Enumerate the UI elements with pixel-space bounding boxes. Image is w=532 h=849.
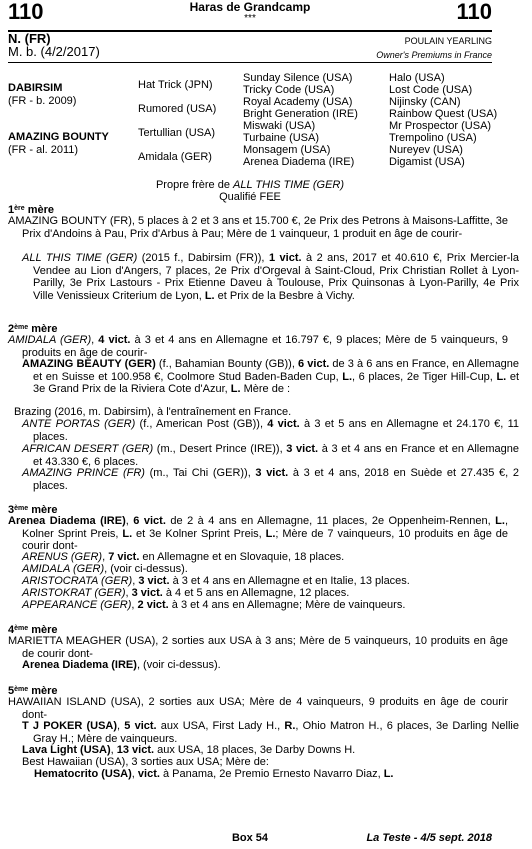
t: vict. xyxy=(137,768,160,780)
pedigree-gen2: Rumored (USA) xyxy=(138,103,217,115)
t: AMIDALA (GER) xyxy=(22,563,105,575)
t: , xyxy=(110,744,117,756)
t: 3 vict. xyxy=(131,587,163,599)
horse-sex-dob: M. b. (4/2/2017) xyxy=(8,44,100,59)
pedigree-gen2: Hat Trick (JPN) xyxy=(138,79,213,91)
t: aux USA, First Lady H., xyxy=(156,720,285,732)
t: 7 vict. xyxy=(108,551,140,563)
pedigree-gen4: Nijinsky (CAN) xyxy=(389,96,461,108)
section-num: 2 xyxy=(8,323,15,335)
t: 3 vict. xyxy=(286,443,319,455)
full-brother-line xyxy=(0,179,500,192)
full-brother-name: ALL THIS TIME (GER) xyxy=(233,179,345,191)
t: , xyxy=(131,768,138,780)
t: 4 vict. xyxy=(267,418,300,430)
t: de 3 à 6 ans en France, en Allemagne et en Suisse et 100.958 €, Coolmore Stud Baden-Baden Cup, xyxy=(33,358,519,383)
pedigree-gen4: Rainbow Quest (USA) xyxy=(389,108,498,120)
t: Mère de : xyxy=(240,383,291,395)
pedigree-top-rule xyxy=(8,62,492,63)
section-num: 5 xyxy=(8,685,15,697)
t: (2015 f., Dabirsim (FR)), xyxy=(137,252,269,264)
dam-info: (FR - al. 2011) xyxy=(8,144,79,156)
t: , 6 places, 2e Tiger Hill-Cup, xyxy=(352,370,497,383)
t: de 2 à 4 ans en Allemagne, 11 places, 2e Oppenheim-Rennen, xyxy=(165,515,496,527)
t: ; Mère de 7 vainqueurs, 10 produits en âge de courir dont- xyxy=(22,527,508,552)
horse-category: POULAIN YEARLING xyxy=(404,36,492,46)
t: , xyxy=(91,334,99,346)
t: à 2 ans, 2017 et 40.610 €, Prix Mercier-la Vendee au Lion d'Angers, 7 places, 2e Prix d'Orgeval à Saint-Cloud, Prix Christian Rollet à Lyon-Parilly, 3e Prix Lastours - Prix Etienne Daveu à Toulouse, Prix Quinsonas à Lyon-Parilly, 4e Prix Ville Venissieux Criterium de Lyon, xyxy=(33,252,519,302)
sale-info: La Teste - 4/5 sept. 2018 xyxy=(366,832,492,844)
pedigree-gen4: Mr Prospector (USA) xyxy=(389,120,492,132)
section-sup: ème xyxy=(14,625,29,632)
section-num: 4 xyxy=(8,624,15,636)
dam3-produce-1 xyxy=(8,551,519,564)
pedigree-gen4: Halo (USA) xyxy=(389,72,445,84)
box-number: Box 54 xyxy=(231,832,269,844)
t: à 3 et 4 ans, 2018 en Suède et 27.435 €, 2 places. xyxy=(33,467,519,492)
t: L. xyxy=(230,383,241,395)
dam3-produce-4 xyxy=(8,587,519,600)
pedigree-gen3: Monsagem (USA) xyxy=(243,144,331,156)
dam2-paragraph xyxy=(8,334,508,359)
dam5-grandproduce xyxy=(8,768,532,781)
t: et 3e Grand Prix de la Riviera Cote d'Azur, xyxy=(33,370,519,395)
header-rule xyxy=(8,30,492,32)
qualification: Qualifié FEE xyxy=(219,191,281,203)
owner-premium: Owner's Premiums in France xyxy=(376,50,492,60)
t: à 3 et 4 ans en Allemagne; Mère de vainqueurs. xyxy=(168,599,406,611)
t: Hematocrito (USA) xyxy=(34,768,132,780)
section-word: mère xyxy=(28,685,58,697)
t: T J POKER (USA) xyxy=(22,720,118,732)
dam1-produce xyxy=(8,252,519,302)
sire-info: (FR - b. 2009) xyxy=(8,95,77,107)
t: , xyxy=(102,551,109,563)
stud-name: Haras de Grandcamp xyxy=(189,0,311,14)
section-sup: ème xyxy=(14,686,29,693)
t: (m., Tai Chi (GER)), xyxy=(144,467,256,479)
pedigree-gen4: Digamist (USA) xyxy=(389,156,465,168)
t: ANTE PORTAS (GER) xyxy=(22,418,136,430)
dam5-produce-1 xyxy=(8,720,519,745)
pedigree-gen4: Lost Code (USA) xyxy=(389,84,473,96)
t: (f., Bahamian Bounty (GB)), xyxy=(155,358,299,370)
t: ARISTOCRATA (GER) xyxy=(22,575,133,587)
t: 3 vict. xyxy=(255,467,289,479)
t: 6 vict. xyxy=(298,358,330,370)
section-num: 3 xyxy=(8,504,15,516)
t: 3 vict. xyxy=(138,575,170,587)
pedigree-gen3: Arenea Diadema (IRE) xyxy=(243,156,355,168)
section-word: mère xyxy=(28,504,58,516)
t: à 3 et 4 ans en Allemagne et 16.797 €, 9 places; Mère de 5 vainqueurs, 9 produits en âge de courir- xyxy=(22,334,509,359)
dam2-produce-1 xyxy=(8,358,519,396)
dam2-produce-3 xyxy=(8,443,519,468)
t: AMAZING BEAUTY (GER) xyxy=(22,358,156,370)
t: APPEARANCE (GER) xyxy=(22,599,132,611)
t: L. xyxy=(496,370,507,383)
t: AMIDALA (GER) xyxy=(8,334,92,346)
dam3-paragraph xyxy=(8,515,508,553)
t: , xyxy=(117,720,125,732)
t: à Panama, 2e Premio Ernesto Navarro Diaz, xyxy=(159,768,384,780)
t: L. xyxy=(122,527,133,540)
t: à 3 et 5 ans en Allemagne et 24.170 €, 11 places. xyxy=(33,418,519,443)
dam2-produce-2 xyxy=(8,418,519,443)
stars-rating: *** xyxy=(244,13,256,24)
t: 1 vict. xyxy=(268,252,302,264)
dam2-grandproduce: Brazing (2016, m. Dabirsim), à l'entraînement en France. xyxy=(14,406,292,418)
dam-name: AMAZING BOUNTY xyxy=(8,131,109,143)
t: 4 vict. xyxy=(98,334,131,346)
dam5-produce-3: Best Hawaiian (USA), 3 sorties aux USA; Mère de: xyxy=(22,756,269,768)
t: ARISTOKRAT (GER) xyxy=(22,587,126,599)
dam4-produce-1 xyxy=(8,659,519,672)
dam1-paragraph: AMAZING BOUNTY (FR), 5 places à 2 et 3 ans et 15.700 €, 2e Prix des Petrons à Maisons-Laffitte, 3e Prix d'Andoins à Pau, Prix d'Arbus à Pau; Mère de 1 vainqueur, 1 produit en âge de courir- xyxy=(8,215,508,240)
pedigree-gen2: Tertullian (USA) xyxy=(138,127,216,139)
section-num: 1 xyxy=(8,204,15,216)
t: ALL THIS TIME (GER) xyxy=(22,252,138,264)
t: 13 vict. xyxy=(116,744,155,756)
dam5-produce-2 xyxy=(8,744,519,757)
t: , (voir ci-dessus). xyxy=(136,659,221,671)
t: , Ohio Matron H., 6 places, 3e Darling Nellie Gray H.; Mère de vainqueurs. xyxy=(33,720,519,745)
lot-number-left: 110 xyxy=(8,0,44,24)
pedigree-gen3: Tricky Code (USA) xyxy=(243,84,335,96)
t: Arenea Diadema (IRE) xyxy=(8,515,126,527)
pedigree-gen3: Royal Academy (USA) xyxy=(243,96,353,108)
t: R. xyxy=(284,720,296,732)
dam3-produce-5 xyxy=(8,599,519,612)
t: (m., Desert Prince (IRE)), xyxy=(153,443,287,455)
dam5-paragraph: HAWAIIAN ISLAND (USA), 2 sorties aux USA; Mère de 4 vainqueurs, 9 produits en âge de courir dont- xyxy=(8,696,508,721)
pedigree-gen3: Turbaine (USA) xyxy=(243,132,320,144)
t: et 3e Kolner Sprint Preis, xyxy=(132,527,266,540)
section-word: mère xyxy=(28,323,58,335)
pedigree-gen4: Nureyev (USA) xyxy=(389,144,463,156)
t: aux USA, 18 places, 3e Darby Downs H. xyxy=(154,744,356,756)
t: , (voir ci-dessus). xyxy=(104,563,188,575)
t: , xyxy=(125,587,132,599)
t: AMAZING PRINCE (FR) xyxy=(22,467,145,479)
section-sup: ère xyxy=(14,205,25,212)
horse-name: N. (FR) xyxy=(8,31,51,46)
t: , Kolner Sprint Preis, xyxy=(22,515,508,540)
t: Arenea Diadema (IRE) xyxy=(22,659,137,671)
t: , xyxy=(131,599,138,611)
t: , xyxy=(125,515,134,527)
pedigree-gen3: Sunday Silence (USA) xyxy=(243,72,353,84)
t: (f., American Post (GB)), xyxy=(135,418,268,430)
dam2-produce-4 xyxy=(8,467,519,492)
section-word: mère xyxy=(28,624,58,636)
t: L. xyxy=(383,768,394,780)
t: , xyxy=(132,575,139,587)
dam3-produce-3 xyxy=(8,575,519,588)
t: L. xyxy=(265,527,276,540)
t: AFRICAN DESERT (GER) xyxy=(22,443,154,455)
t: L. xyxy=(204,289,215,302)
t: ARENUS (GER) xyxy=(22,551,103,563)
pedigree-gen4: Trempolino (USA) xyxy=(389,132,477,144)
dam3-produce-2 xyxy=(8,563,519,576)
pedigree-gen3: Bright Generation (IRE) xyxy=(243,108,358,120)
t: à 4 et 5 ans en Allemagne, 12 places. xyxy=(162,587,350,599)
section-sup: ème xyxy=(14,505,29,512)
lot-number-right: 110 xyxy=(456,0,492,24)
t: et Prix de la Besbre à Vichy. xyxy=(214,289,355,302)
t: à 3 et 4 ans en Allemagne et en Italie, 13 places. xyxy=(169,575,410,587)
pedigree-gen3: Miswaki (USA) xyxy=(243,120,316,132)
t: en Allemagne et en Slovaquie, 18 places. xyxy=(139,551,345,563)
section-word: mère xyxy=(24,204,54,216)
t: 2 vict. xyxy=(137,599,169,611)
t: Lava Light (USA) xyxy=(22,744,111,756)
t: L. xyxy=(342,370,353,383)
t: à 3 et 4 ans en France et en Allemagne et 43.330 €, 6 places. xyxy=(33,443,520,468)
t: L. xyxy=(495,515,505,527)
dam4-paragraph: MARIETTA MEAGHER (USA), 2 sorties aux USA à 3 ans; Mère de 5 vainqueurs, 10 produits en âge de courir dont- xyxy=(8,635,508,660)
pedigree-gen2: Amidala (GER) xyxy=(138,151,212,163)
t: 5 vict. xyxy=(124,720,157,732)
sire-name: DABIRSIM xyxy=(8,82,63,94)
full-brother-prefix: Propre frère de xyxy=(155,179,233,191)
t: 6 vict. xyxy=(133,515,166,527)
section-sup: ème xyxy=(14,324,29,331)
